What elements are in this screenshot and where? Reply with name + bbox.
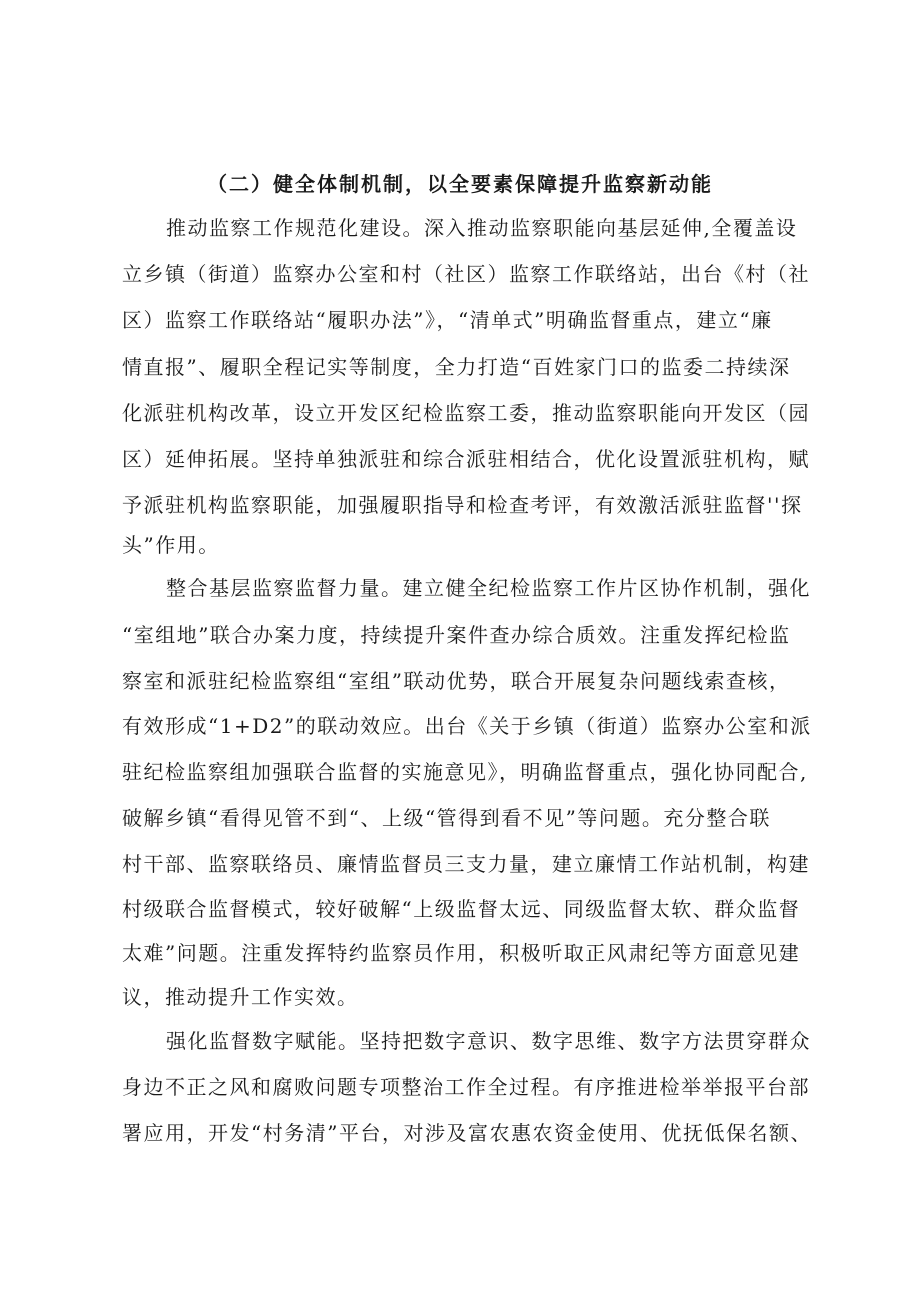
paragraph-2-line-1: 整合基层监察监督力量。建立健全纪检监察工作片区协作机制，强化 bbox=[166, 576, 811, 600]
paragraph-1-line-7: 予派驻机构监察职能，加强履职指导和检查考评，有效激活派驻监督''探 bbox=[122, 493, 803, 517]
paragraph-1-line-3: 区）监察工作联络站“履职办法”》，“清单式”明确监督重点，建立“廉 bbox=[122, 308, 773, 332]
paragraph-1-line-2: 立乡镇（街道）监察办公室和村（社区）监察工作联络站，出台《村（社 bbox=[122, 262, 810, 286]
paragraph-2-line-6: 破解乡镇“看得见管不到“、上级“管得到看不见”等问题。充分整合联 bbox=[122, 806, 771, 830]
paragraph-1-line-4: 情直报”、履职全程记实等制度，全力打造“百姓家门口的监委二持续深 bbox=[122, 355, 791, 379]
paragraph-1-line-6: 区）延伸拓展。坚持单独派驻和综合派驻相结合，优化设置派驻机构，赋 bbox=[122, 447, 810, 471]
paragraph-2-line-3: 察室和派驻纪检监察组“室组”联动优势，联合开展复杂问题线索查核， bbox=[122, 669, 791, 693]
paragraph-2-line-9: 太难”问题。注重发挥特约监察员作用，积极听取正风肃纪等方面意见建 bbox=[122, 941, 801, 965]
paragraph-2-line-8: 村级联合监督模式，较好破解“上级监督太远、同级监督太软、群众监督 bbox=[122, 897, 801, 921]
paragraph-2-line-10: 议，推动提升工作实效。 bbox=[122, 985, 359, 1009]
paragraph-2-line-7: 村干部、监察联络员、廉情监督员三支力量，建立廉情工作站机制，构建 bbox=[122, 852, 810, 876]
paragraph-1-line-5: 化派驻机构改革，设立开发区纪检监察工委，推动监察职能向开发区（园 bbox=[122, 401, 810, 425]
paragraph-3-line-3: 署应用，开发“村务清”平台，对涉及富农惠农资金使用、优抚低保名额、 bbox=[122, 1121, 812, 1145]
paragraph-1-line-8: 头”作用。 bbox=[122, 533, 220, 557]
paragraph-2-line-2: “室组地”联合办案力度，持续提升案件查办综合质效。注重发挥纪检监 bbox=[122, 623, 791, 647]
paragraph-3-line-1: 强化监督数字赋能。坚持把数字意识、数字思维、数字方法贯穿群众 bbox=[166, 1029, 811, 1053]
paragraph-3-line-2: 身边不正之风和腐败问题专项整治工作全过程。有序推进检举举报平台部 bbox=[122, 1075, 810, 1099]
paragraph-1-line-1: 推动监察工作规范化建设。深入推动监察职能向基层延伸,全覆盖设 bbox=[166, 216, 798, 240]
paragraph-2-line-5: 驻纪检监察组加强联合监督的实施意见》，明确监督重点，强化协同配合, bbox=[122, 760, 808, 784]
section-heading: （二）健全体制机制，以全要素保障提升监察新动能 bbox=[207, 172, 713, 196]
paragraph-2-line-4: 有效形成“1+D2”的联动效应。出台《关于乡镇（街道）监察办公室和派 bbox=[122, 714, 812, 738]
